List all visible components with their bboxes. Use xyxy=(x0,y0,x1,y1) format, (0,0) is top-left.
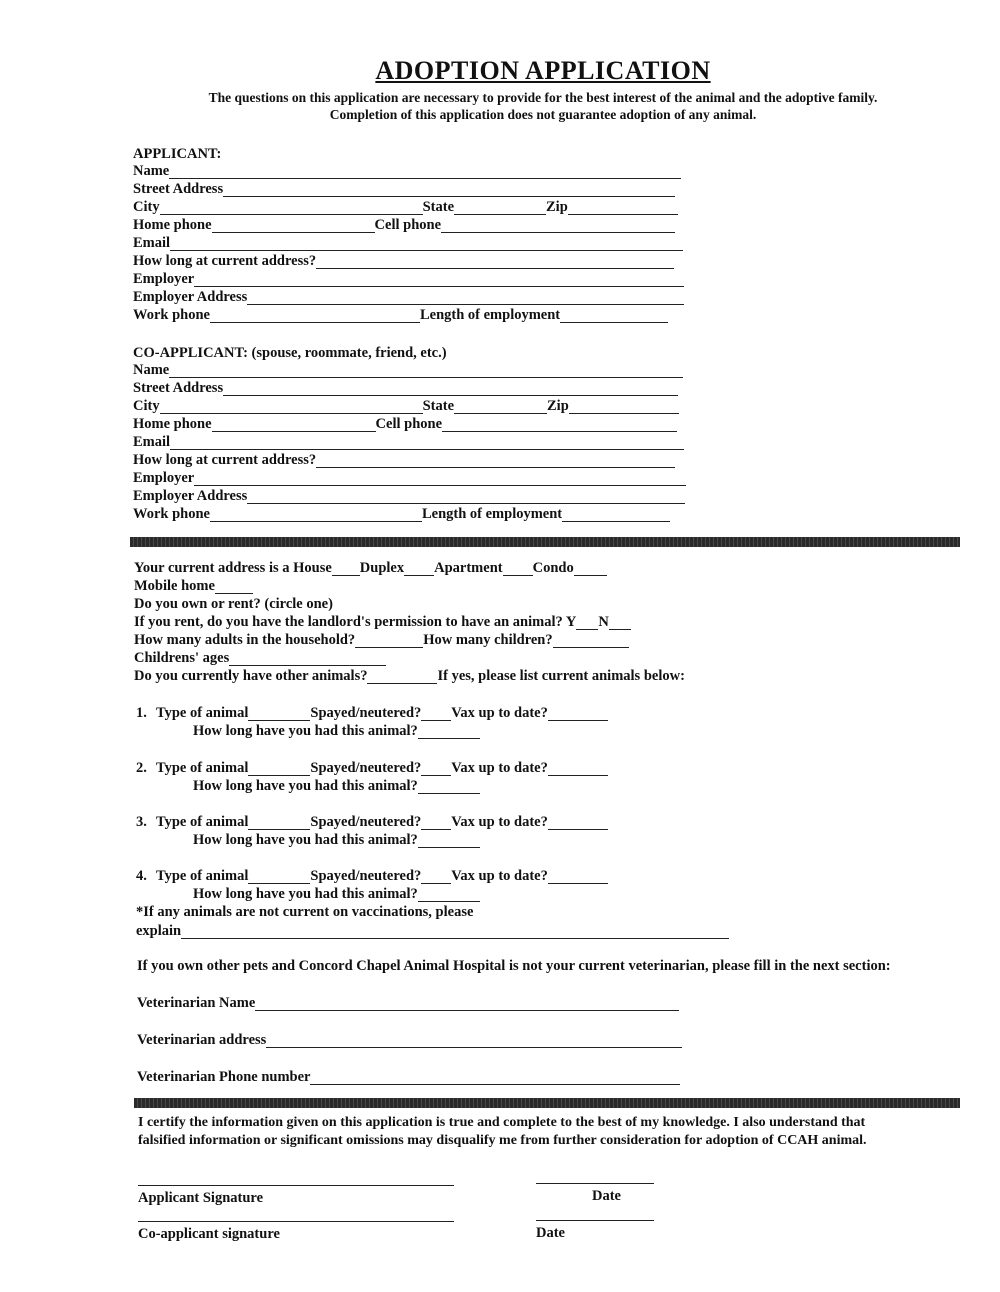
coapplicant-date-label: Date xyxy=(536,1225,565,1241)
vet-phone-row xyxy=(137,1069,680,1085)
explain-field[interactable] xyxy=(181,924,729,939)
coapplicant-email-row xyxy=(133,434,684,450)
animal-3-row xyxy=(136,814,608,830)
applicant-signature-line[interactable] xyxy=(138,1185,454,1186)
coapplicant-street-field[interactable] xyxy=(223,381,678,396)
animal-how-long-label: How long have you had this animal? xyxy=(193,886,418,902)
animal-type-label: Type of animal xyxy=(156,868,249,884)
vet-phone-field[interactable] xyxy=(310,1070,680,1085)
coapplicant-name-field[interactable] xyxy=(169,363,683,378)
animal-number: 2. xyxy=(136,760,147,776)
animal-4-how-long-row xyxy=(193,886,480,902)
animal-how-long-label: How long have you had this animal? xyxy=(193,778,418,794)
vet-address-label: Veterinarian address xyxy=(137,1032,267,1048)
applicant-how-long-label: How long at current address? xyxy=(133,253,317,269)
coapplicant-heading: CO-APPLICANT: (spouse, roommate, friend, etc.) xyxy=(133,345,447,361)
subtitle-line-1: The questions on this application are necessary to provide for the best interest of the animal and the adoptive family. xyxy=(208,90,878,105)
vax-label: Vax up to date? xyxy=(451,760,548,776)
animal-2-row xyxy=(136,760,608,776)
animal-type-label: Type of animal xyxy=(156,760,249,776)
coapplicant-state-field[interactable] xyxy=(454,399,547,414)
vet-name-label: Veterinarian Name xyxy=(137,995,256,1011)
mobile-home-field[interactable] xyxy=(215,579,253,594)
coapplicant-how-long-field[interactable] xyxy=(316,453,675,468)
coapplicant-length-employment-label: Length of employment xyxy=(421,506,563,522)
coapplicant-how-long-row xyxy=(133,452,675,468)
children-field[interactable] xyxy=(553,633,629,648)
coapplicant-city-row xyxy=(133,398,679,414)
duplex-label: Duplex xyxy=(359,560,405,576)
vet-phone-label: Veterinarian Phone number xyxy=(137,1069,311,1085)
coapplicant-email-field[interactable] xyxy=(170,435,684,450)
coapplicant-email-label: Email xyxy=(133,434,171,450)
apartment-label: Apartment xyxy=(434,560,503,576)
animal-2-spayed-field[interactable] xyxy=(421,761,451,776)
applicant-date-label: Date xyxy=(592,1188,621,1204)
coapplicant-signature-line[interactable] xyxy=(138,1221,454,1222)
animal-4-row xyxy=(136,868,608,884)
applicant-zip-label: Zip xyxy=(546,199,568,215)
duplex-field[interactable] xyxy=(404,561,434,576)
animal-4-vax-field[interactable] xyxy=(548,869,608,884)
spayed-label: Spayed/neutered? xyxy=(310,868,422,884)
applicant-how-long-field[interactable] xyxy=(316,254,674,269)
animal-3-how-long-row xyxy=(193,832,480,848)
vax-label: Vax up to date? xyxy=(451,705,548,721)
coapplicant-employer-address-row xyxy=(133,488,685,504)
vax-label: Vax up to date? xyxy=(451,868,548,884)
applicant-street-field[interactable] xyxy=(223,182,675,197)
childrens-ages-field[interactable] xyxy=(229,651,386,666)
spayed-label: Spayed/neutered? xyxy=(310,814,422,830)
vet-intro: If you own other pets and Concord Chapel Animal Hospital is not your current veterinarian, please fill in the next section: xyxy=(137,958,891,974)
applicant-date-line[interactable] xyxy=(536,1183,654,1184)
applicant-zip-field[interactable] xyxy=(568,200,678,215)
applicant-length-employment-label: Length of employment xyxy=(419,307,561,323)
applicant-street-label: Street Address xyxy=(133,181,224,197)
applicant-state-field[interactable] xyxy=(454,200,546,215)
coapplicant-work-row xyxy=(133,506,670,522)
applicant-name-row xyxy=(133,163,681,179)
coapplicant-date-line[interactable] xyxy=(536,1220,654,1221)
coapplicant-employer-address-field[interactable] xyxy=(247,489,685,504)
other-animals-row xyxy=(134,668,685,684)
coapplicant-cell-phone-label: Cell phone xyxy=(375,416,443,432)
coapplicant-employer-field[interactable] xyxy=(194,471,686,486)
applicant-employer-address-label: Employer Address xyxy=(133,289,248,305)
applicant-email-label: Email xyxy=(133,235,171,251)
children-label: How many children? xyxy=(423,632,553,648)
adults-label: How many adults in the household? xyxy=(134,632,356,648)
vet-address-row xyxy=(137,1032,682,1048)
house-field[interactable] xyxy=(332,561,360,576)
applicant-work-row xyxy=(133,307,668,323)
applicant-city-label: City xyxy=(133,199,160,215)
coapplicant-street-row xyxy=(133,380,678,396)
explain-row xyxy=(136,923,729,939)
vet-name-row xyxy=(137,995,679,1011)
condo-field[interactable] xyxy=(574,561,607,576)
landlord-yes-field[interactable] xyxy=(576,615,598,630)
certify-line-1: I certify the information given on this application is true and complete to the best of my knowledge. I also understand that xyxy=(138,1115,866,1130)
animal-number: 1. xyxy=(136,705,147,721)
animal-1-how-long-row xyxy=(193,723,480,739)
current-address-label: Your current address is a House xyxy=(134,560,332,576)
landlord-n-label: N xyxy=(598,614,609,630)
applicant-employer-field[interactable] xyxy=(194,272,684,287)
coapplicant-employer-label: Employer xyxy=(133,470,195,486)
animal-3-type-field[interactable] xyxy=(248,815,310,830)
applicant-length-employment-field[interactable] xyxy=(560,308,668,323)
animal-1-row xyxy=(136,705,608,721)
applicant-phone-row xyxy=(133,217,675,233)
animal-2-vax-field[interactable] xyxy=(548,761,608,776)
spayed-label: Spayed/neutered? xyxy=(310,705,422,721)
vaccination-note: *If any animals are not current on vaccinations, please xyxy=(136,904,474,920)
other-animals-label: Do you currently have other animals? xyxy=(134,668,368,684)
applicant-how-long-row xyxy=(133,253,674,269)
animal-number: 3. xyxy=(136,814,147,830)
page-title: ADOPTION APPLICATION xyxy=(375,56,711,85)
coapplicant-how-long-label: How long at current address? xyxy=(133,452,317,468)
coapplicant-work-phone-field[interactable] xyxy=(210,507,422,522)
if-yes-label: If yes, please list current animals below: xyxy=(437,668,685,684)
animal-2-how-long-row xyxy=(193,778,480,794)
animal-3-vax-field[interactable] xyxy=(548,815,608,830)
animal-3-spayed-field[interactable] xyxy=(421,815,451,830)
applicant-work-phone-label: Work phone xyxy=(133,307,210,323)
mobile-home-row xyxy=(134,578,253,594)
applicant-city-row xyxy=(133,199,678,215)
animal-4-how-long-field[interactable] xyxy=(418,887,480,902)
coapplicant-city-label: City xyxy=(133,398,160,414)
animal-type-label: Type of animal xyxy=(156,814,249,830)
coapplicant-zip-field[interactable] xyxy=(569,399,679,414)
applicant-work-phone-field[interactable] xyxy=(210,308,420,323)
other-animals-field[interactable] xyxy=(367,669,437,684)
animal-how-long-label: How long have you had this animal? xyxy=(193,832,418,848)
coapplicant-cell-phone-field[interactable] xyxy=(442,417,677,432)
animal-1-how-long-field[interactable] xyxy=(418,724,480,739)
applicant-city-field[interactable] xyxy=(160,200,423,215)
coapplicant-name-label: Name xyxy=(133,362,170,378)
coapplicant-phone-row xyxy=(133,416,677,432)
certify-line-2: falsified information or significant omissions may disqualify me from further consideration for adoption of CCAH animal. xyxy=(138,1133,867,1148)
coapplicant-signature-label: Co-applicant signature xyxy=(138,1226,280,1242)
household-row xyxy=(134,632,629,648)
applicant-employer-label: Employer xyxy=(133,271,195,287)
mobile-home-label: Mobile home xyxy=(134,578,215,594)
landlord-no-field[interactable] xyxy=(609,615,631,630)
animal-4-type-field[interactable] xyxy=(248,869,310,884)
applicant-cell-phone-label: Cell phone xyxy=(374,217,442,233)
coapplicant-home-phone-label: Home phone xyxy=(133,416,212,432)
housing-type-row xyxy=(134,560,607,576)
vet-address-field[interactable] xyxy=(266,1033,682,1048)
animal-4-spayed-field[interactable] xyxy=(421,869,451,884)
animal-1-spayed-field[interactable] xyxy=(421,706,451,721)
section-divider-bar xyxy=(134,1098,960,1108)
animal-2-type-field[interactable] xyxy=(248,761,310,776)
animal-2-how-long-field[interactable] xyxy=(418,779,480,794)
applicant-home-phone-field[interactable] xyxy=(212,218,375,233)
explain-label: explain xyxy=(136,923,182,939)
section-divider-bar xyxy=(130,537,960,547)
childrens-ages-row xyxy=(134,650,386,666)
animal-how-long-label: How long have you had this animal? xyxy=(193,723,418,739)
coapplicant-state-label: State xyxy=(422,398,455,414)
coapplicant-work-phone-label: Work phone xyxy=(133,506,210,522)
vet-name-field[interactable] xyxy=(255,996,679,1011)
coapplicant-zip-label: Zip xyxy=(547,398,569,414)
applicant-heading: APPLICANT: xyxy=(133,146,222,162)
animal-3-how-long-field[interactable] xyxy=(418,833,480,848)
applicant-state-label: State xyxy=(422,199,455,215)
applicant-cell-phone-field[interactable] xyxy=(441,218,675,233)
applicant-name-label: Name xyxy=(133,163,170,179)
applicant-email-row xyxy=(133,235,683,251)
childrens-ages-label: Childrens' ages xyxy=(134,650,230,666)
condo-label: Condo xyxy=(532,560,574,576)
applicant-signature-label: Applicant Signature xyxy=(138,1190,264,1206)
coapplicant-home-phone-field[interactable] xyxy=(212,417,376,432)
adults-field[interactable] xyxy=(355,633,423,648)
applicant-employer-row xyxy=(133,271,684,287)
coapplicant-employer-row xyxy=(133,470,686,486)
landlord-label: If you rent, do you have the landlord's permission to have an animal? Y xyxy=(134,614,577,630)
coapplicant-street-label: Street Address xyxy=(133,380,224,396)
applicant-home-phone-label: Home phone xyxy=(133,217,212,233)
own-rent-question[interactable]: Do you own or rent? (circle one) xyxy=(134,596,333,612)
animal-1-vax-field[interactable] xyxy=(548,706,608,721)
subtitle-line-2: Completion of this application does not guarantee adoption of any animal. xyxy=(329,107,757,122)
coapplicant-length-employment-field[interactable] xyxy=(562,507,670,522)
applicant-street-row xyxy=(133,181,675,197)
spayed-label: Spayed/neutered? xyxy=(310,760,422,776)
animal-1-type-field[interactable] xyxy=(248,706,310,721)
coapplicant-employer-address-label: Employer Address xyxy=(133,488,248,504)
applicant-name-field[interactable] xyxy=(169,164,681,179)
apartment-field[interactable] xyxy=(503,561,533,576)
vax-label: Vax up to date? xyxy=(451,814,548,830)
landlord-row xyxy=(134,614,631,630)
coapplicant-name-row xyxy=(133,362,683,378)
applicant-employer-address-field[interactable] xyxy=(247,290,684,305)
animal-number: 4. xyxy=(136,868,147,884)
coapplicant-city-field[interactable] xyxy=(160,399,423,414)
applicant-employer-address-row xyxy=(133,289,684,305)
animal-type-label: Type of animal xyxy=(156,705,249,721)
applicant-email-field[interactable] xyxy=(170,236,683,251)
